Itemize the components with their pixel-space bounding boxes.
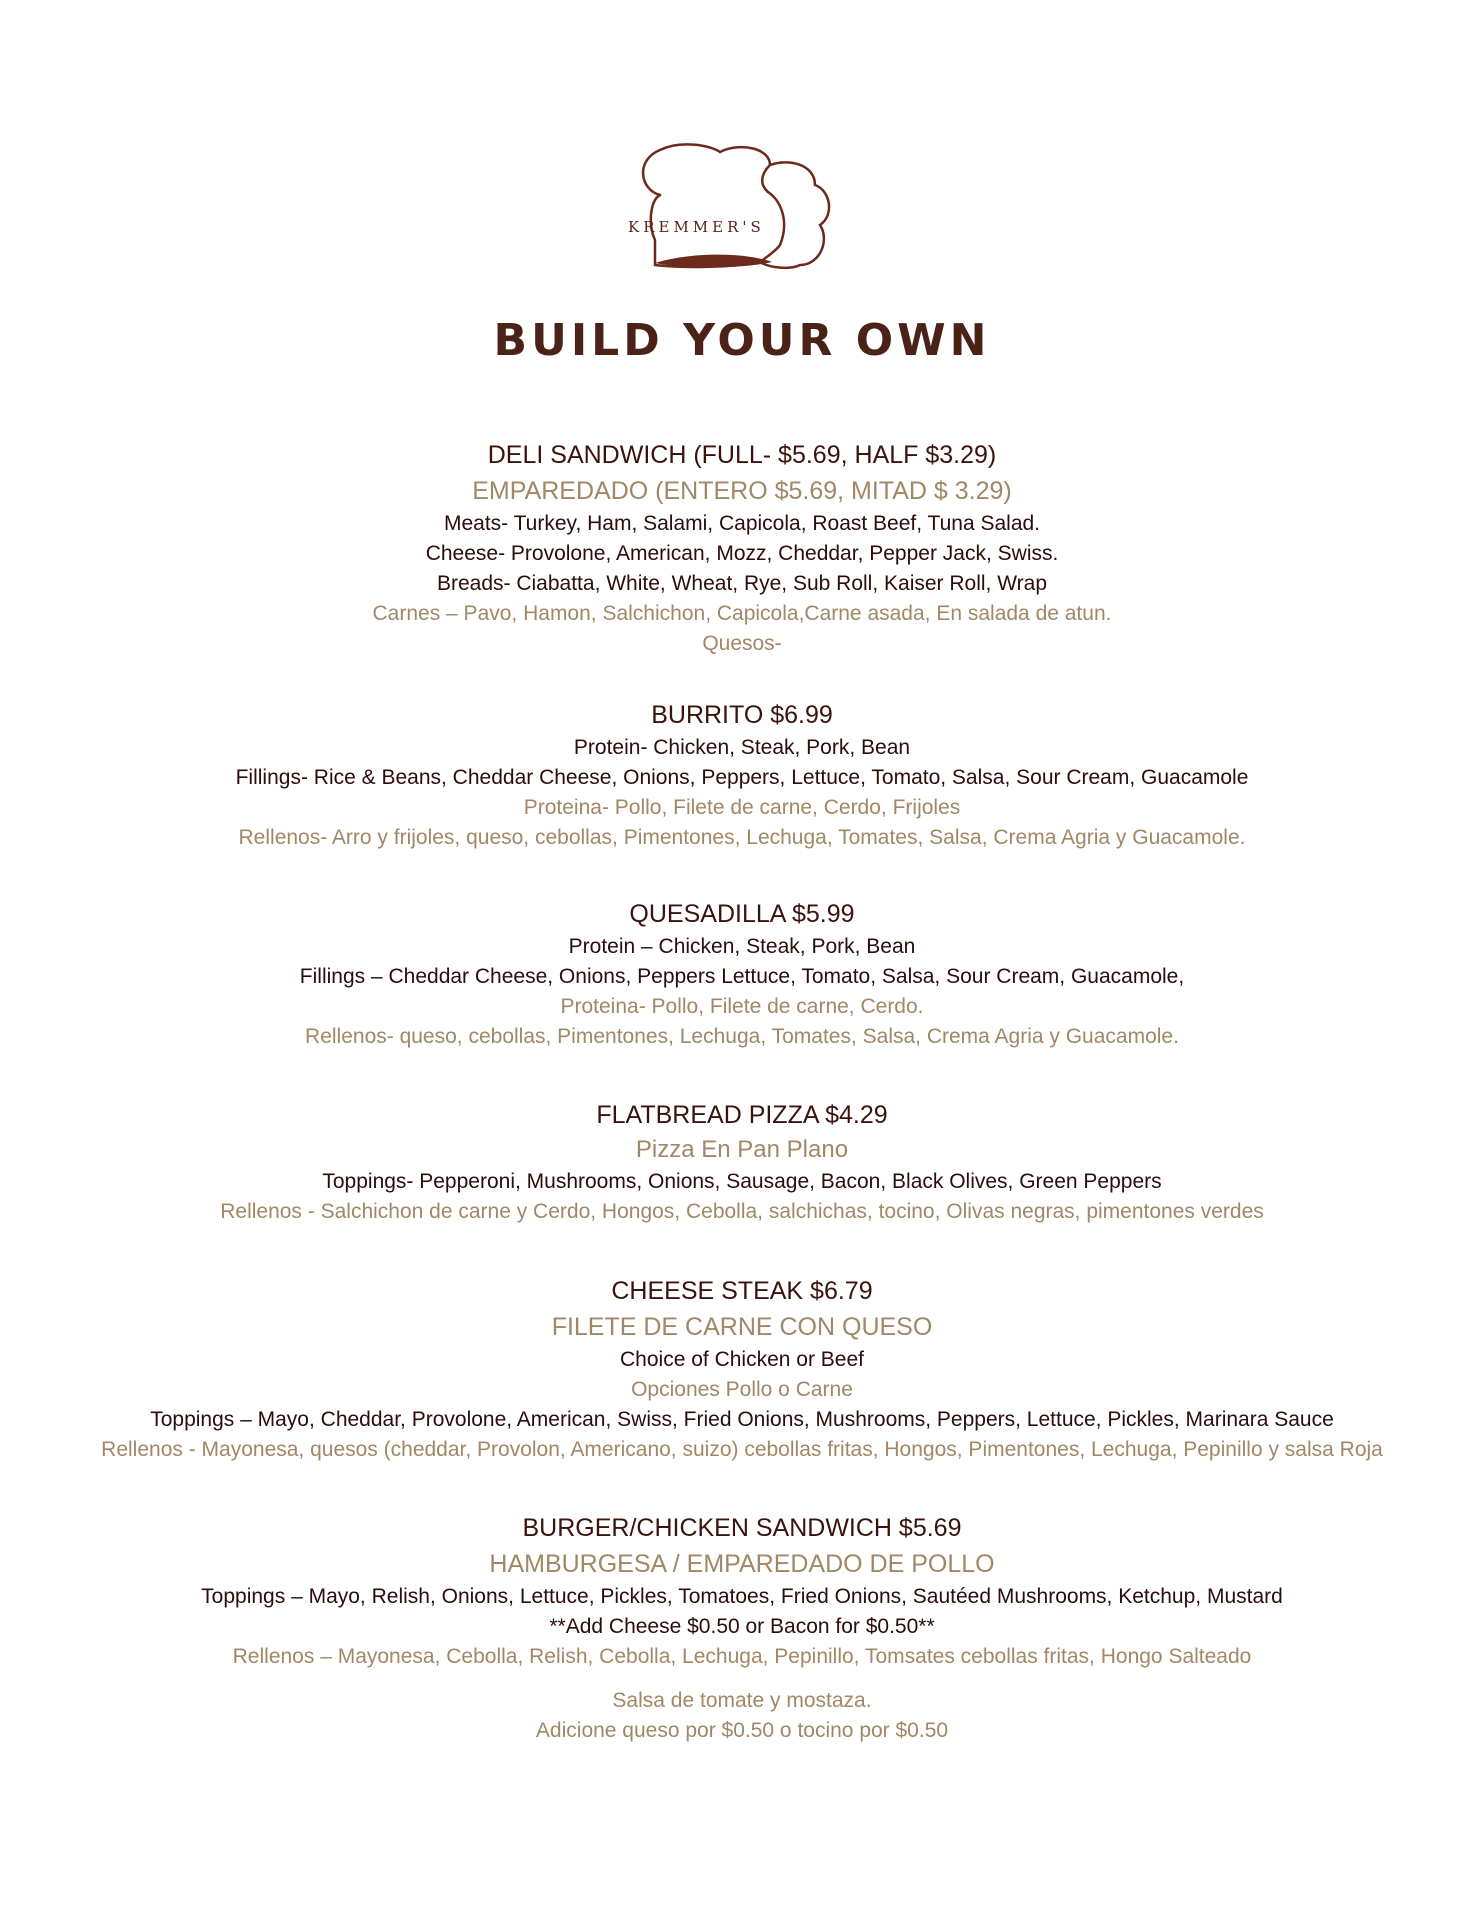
section-heading-es: EMPAREDADO (ENTERO $5.69, MITAD $ 3.29)	[472, 477, 1012, 505]
section-cheese-steak	[0, 1273, 1484, 1465]
page-title: BUILD YOUR OWN	[493, 315, 991, 366]
rellenos-line: Rellenos – Mayonesa, Cebolla, Relish, Cebolla, Lechuga, Pepinillo, Tomsates cebollas fritas, Hongo Salteado	[232, 1645, 1252, 1668]
salsa-line: Salsa de tomate y mostaza.	[612, 1689, 872, 1712]
section-deli-sandwich	[0, 437, 1484, 659]
adicione-line: Adicione queso por $0.50 o tocino por $0.50	[535, 1719, 949, 1742]
rellenos-line: Rellenos - Salchichon de carne y Cerdo, Hongos, Cebolla, salchichas, tocino, Olivas negras, pimentones verdes	[220, 1200, 1264, 1223]
section-heading: BURRITO $6.99	[651, 701, 833, 729]
proteina-line: Proteina- Pollo, Filete de carne, Cerdo, Frijoles	[523, 796, 961, 819]
rellenos-line: Rellenos - Mayonesa, quesos (cheddar, Provolon, Americano, suizo) cebollas fritas, Hongos, Pimentones, Lechuga, Pepinillo y salsa Roja	[101, 1438, 1383, 1461]
section-heading-es: Pizza En Pan Plano	[635, 1136, 849, 1163]
section-flatbread-pizza	[0, 1097, 1484, 1227]
logo-text: KREMMER'S	[628, 218, 765, 236]
protein-line: Protein – Chicken, Steak, Pork, Bean	[568, 935, 916, 958]
section-heading: QUESADILLA $5.99	[629, 900, 855, 928]
toppings-line: Toppings – Mayo, Cheddar, Provolone, American, Swiss, Fried Onions, Mushrooms, Peppers, Lettuce, Pickles, Marinara Sauce	[150, 1408, 1334, 1431]
section-heading: BURGER/CHICKEN SANDWICH $5.69	[522, 1514, 962, 1542]
addon-line: **Add Cheese $0.50 or Bacon for $0.50**	[549, 1615, 935, 1638]
rellenos-line: Rellenos- queso, cebollas, Pimentones, Lechuga, Tomates, Salsa, Crema Agria y Guacamole.	[305, 1025, 1179, 1048]
section-burger	[0, 1510, 1484, 1746]
breads-line: Breads- Ciabatta, White, Wheat, Rye, Sub Roll, Kaiser Roll, Wrap	[436, 572, 1047, 595]
section-quesadilla	[0, 896, 1484, 1052]
carnes-line: Carnes – Pavo, Hamon, Salchichon, Capicola,Carne asada, En salada de atun.	[372, 602, 1112, 625]
protein-line: Protein- Chicken, Steak, Pork, Bean	[573, 736, 911, 759]
cheese-line: Cheese- Provolone, American, Mozz, Cheddar, Pepper Jack, Swiss.	[425, 542, 1059, 565]
opciones-line: Opciones Pollo o Carne	[631, 1378, 853, 1401]
section-heading-es: FILETE DE CARNE CON QUESO	[551, 1313, 933, 1341]
toppings-line: Toppings – Mayo, Relish, Onions, Lettuce, Pickles, Tomatoes, Fried Onions, Sautéed Mushrooms, Ketchup, Mustard	[201, 1585, 1283, 1608]
choice-line: Choice of Chicken or Beef	[620, 1348, 864, 1371]
quesos-line: Quesos-	[702, 632, 782, 655]
chef-hat-icon	[643, 144, 829, 267]
section-heading: CHEESE STEAK $6.79	[611, 1277, 873, 1305]
kremmers-logo	[620, 140, 860, 290]
fillings-line: Fillings- Rice & Beans, Cheddar Cheese, Onions, Peppers, Lettuce, Tomato, Salsa, Sour Cream, Guacamole	[235, 766, 1249, 789]
rellenos-line: Rellenos- Arro y frijoles, queso, cebollas, Pimentones, Lechuga, Tomates, Salsa, Crema Agria y Guacamole.	[238, 826, 1246, 849]
fillings-line: Fillings – Cheddar Cheese, Onions, Peppers Lettuce, Tomato, Salsa, Sour Cream, Guacamole,	[299, 965, 1185, 988]
section-heading: FLATBREAD PIZZA $4.29	[596, 1101, 888, 1129]
section-burrito	[0, 697, 1484, 853]
meats-line: Meats- Turkey, Ham, Salami, Capicola, Roast Beef, Tuna Salad.	[443, 512, 1041, 535]
section-heading-es: HAMBURGESA / EMPAREDADO DE POLLO	[489, 1550, 995, 1578]
section-heading: DELI SANDWICH (FULL- $5.69, HALF $3.29)	[487, 441, 997, 469]
toppings-line: Toppings- Pepperoni, Mushrooms, Onions, Sausage, Bacon, Black Olives, Green Peppers	[322, 1170, 1162, 1193]
proteina-line: Proteina- Pollo, Filete de carne, Cerdo.	[560, 995, 924, 1018]
